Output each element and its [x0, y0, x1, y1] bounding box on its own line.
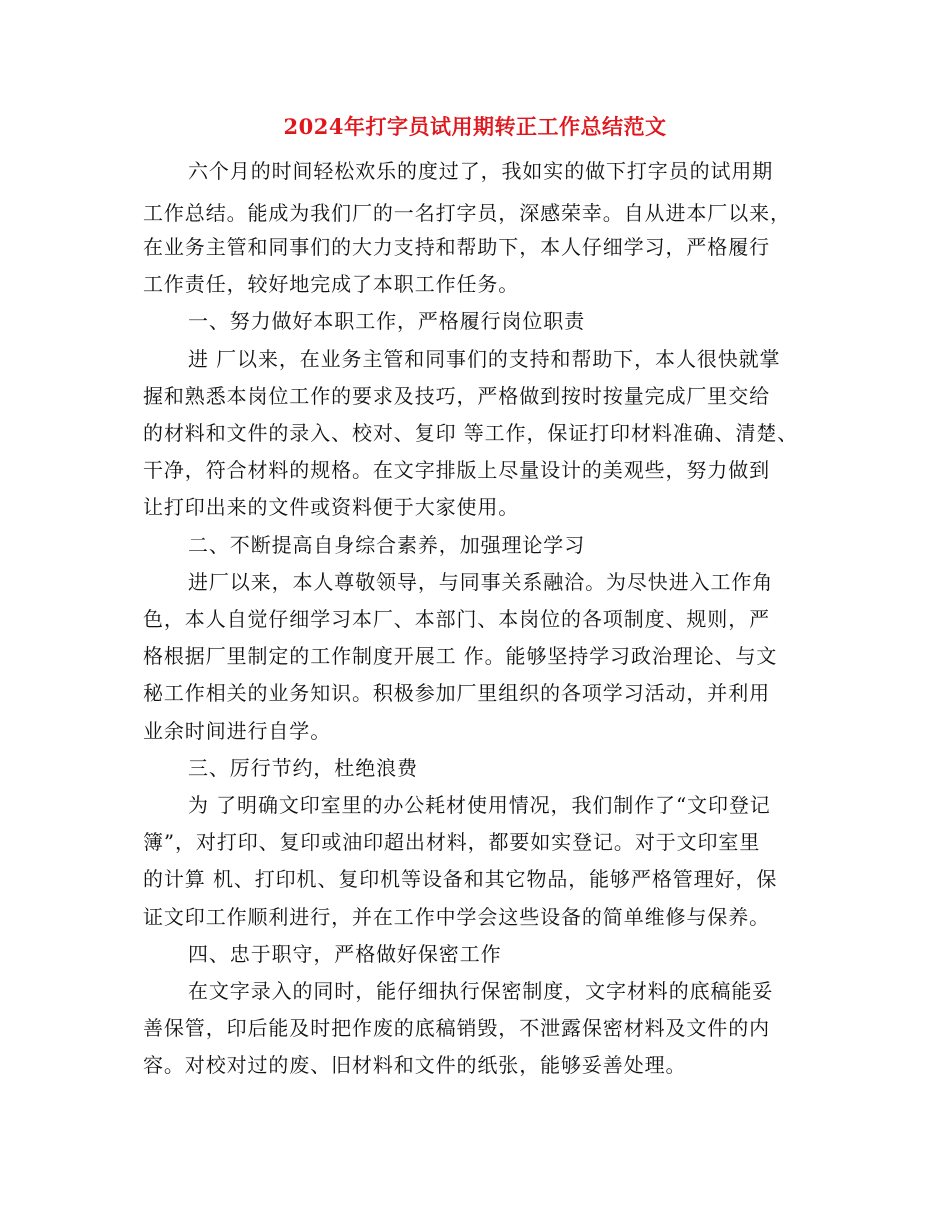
section-heading: 一、努力做好本职工作，严格履行岗位职责 [188, 309, 586, 333]
paragraph-line: 的计算 机、打印机、复印机等设备和其它物品，能够严格管理好，保 [143, 867, 778, 891]
paragraph-line: 工作责任，较好地完成了本职工作任务。 [143, 272, 520, 296]
document-title: 2024年打字员试用期转正工作总结范文 [283, 114, 667, 139]
paragraph-line: 工作总结。能成为我们厂的一名打字员，深感荣幸。自从进本厂以来， [143, 201, 791, 225]
paragraph-line: 色，本人自觉仔细学习本厂、本部门、本岗位的各项制度、规则，严 [143, 607, 770, 631]
paragraph-line: 干净，符合材料的规格。在文字排版上尽量设计的美观些，努力做到 [143, 458, 770, 482]
paragraph-line: 握和熟悉本岗位工作的要求及技巧，严格做到按时按量完成厂里交给 [143, 384, 770, 408]
section-heading: 二、不断提高自身综合素养，加强理论学习 [188, 533, 586, 557]
paragraph-line: 善保管，印后能及时把作废的底稿销毁，不泄露保密材料及文件的内 [143, 1016, 770, 1040]
paragraph-line: 的材料和文件的录入、校对、复印 等工作，保证打印材料准确、清楚、 [143, 421, 799, 445]
paragraph-line: 秘工作相关的业务知识。积极参加厂里组织的各项学习活动，并利用 [143, 681, 770, 705]
paragraph-line: 为 了明确文印室里的办公耗材使用情况，我们制作了“文印登记 [188, 793, 771, 817]
paragraph-line: 六个月的时间轻松欢乐的度过了，我如实的做下打字员的试用期 [188, 159, 774, 183]
paragraph-line: 簿”，对打印、复印或油印超出材料，都要如实登记。对于文印室里 [143, 830, 761, 854]
paragraph-line: 进 厂以来，在业务主管和同事们的支持和帮助下，本人很快就掌 [188, 347, 781, 371]
paragraph-line: 证文印工作顺利进行，并在工作中学会这些设备的简单维修与保养。 [143, 905, 770, 929]
section-heading: 三、厉行节约，杜绝浪费 [188, 756, 418, 780]
paragraph-line: 在业务主管和同事们的大力支持和帮助下，本人仔细学习，严格履行 [143, 235, 770, 259]
paragraph-line: 容。对校对过的废、旧材料和文件的纸张，能够妥善处理。 [143, 1053, 687, 1077]
paragraph-line: 格根据厂里制定的工作制度开展工 作。能够坚持学习政治理论、与文 [143, 644, 778, 668]
paragraph-line: 进厂以来，本人尊敬领导，与同事关系融洽。为尽快进入工作角 [188, 570, 774, 594]
paragraph-line: 在文字录入的同时，能仔细执行保密制度，文字材料的底稿能妥 [188, 979, 774, 1003]
paragraph-line: 业余时间进行自学。 [143, 719, 332, 743]
section-heading: 四、忠于职守，严格做好保密工作 [188, 942, 502, 966]
paragraph-line: 让打印出来的文件或资料便于大家使用。 [143, 495, 520, 519]
